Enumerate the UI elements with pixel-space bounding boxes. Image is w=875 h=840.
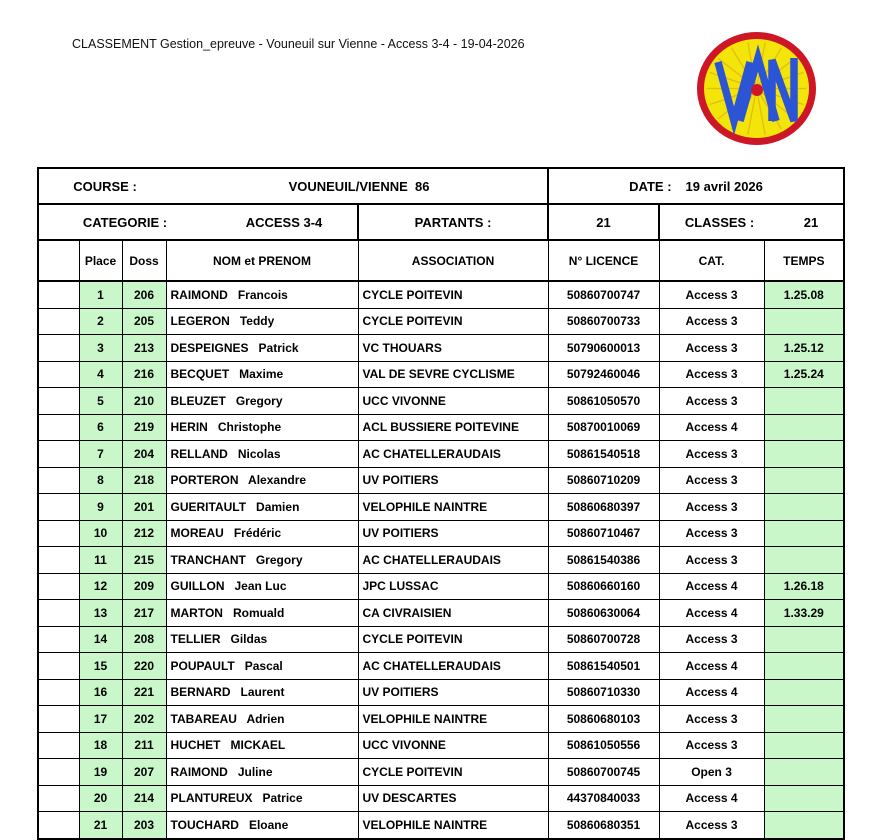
col-header-empty — [38, 240, 79, 281]
cell-doss: 220 — [122, 653, 166, 680]
cell-margin — [38, 520, 79, 547]
cell-temps — [764, 706, 844, 733]
cell-margin — [38, 335, 79, 362]
cell-margin — [38, 308, 79, 335]
cell-place: 17 — [79, 706, 122, 733]
cell-licence: 50861540386 — [548, 547, 659, 574]
cell-margin — [38, 812, 79, 839]
table-row — [38, 785, 844, 812]
table-row — [38, 281, 844, 308]
cell-margin — [38, 626, 79, 653]
classes-value: 21 — [803, 214, 819, 230]
cell-cat: Access 3 — [659, 812, 764, 839]
cell-name: TOUCHARD Eloane — [166, 812, 358, 839]
cell-place: 11 — [79, 547, 122, 574]
table-row — [38, 547, 844, 574]
cell-doss: 208 — [122, 626, 166, 653]
cell-cat: Access 3 — [659, 626, 764, 653]
cell-association: VELOPHILE NAINTRE — [358, 706, 548, 733]
cell-place: 15 — [79, 653, 122, 680]
cell-licence: 50861540501 — [548, 653, 659, 680]
cell-cat: Access 4 — [659, 785, 764, 812]
cell-temps — [764, 494, 844, 521]
cell-temps — [764, 812, 844, 839]
cell-place: 7 — [79, 441, 122, 468]
cell-association: AC CHATELLERAUDAIS — [358, 547, 548, 574]
table-row — [38, 361, 844, 388]
table-row — [38, 335, 844, 362]
cell-name: GUILLON Jean Luc — [166, 573, 358, 600]
cell-temps — [764, 626, 844, 653]
cell-association: UCC VIVONNE — [358, 732, 548, 759]
cell-margin — [38, 281, 79, 308]
table-row — [38, 626, 844, 653]
date-cell — [548, 168, 844, 204]
date-label: DATE : — [629, 178, 672, 194]
results-table — [37, 167, 845, 840]
cell-doss: 204 — [122, 441, 166, 468]
cell-temps — [764, 547, 844, 574]
cell-association: UV POITIERS — [358, 520, 548, 547]
cell-name: POUPAULT Pascal — [166, 653, 358, 680]
cell-margin — [38, 467, 79, 494]
cell-association: UCC VIVONNE — [358, 388, 548, 415]
cell-place: 20 — [79, 785, 122, 812]
date-value: 19 avril 2026 — [685, 178, 763, 194]
cell-name: PLANTUREUX Patrice — [166, 785, 358, 812]
categorie-cell — [38, 204, 358, 240]
cell-place: 6 — [79, 414, 122, 441]
cell-doss: 212 — [122, 520, 166, 547]
cell-doss: 209 — [122, 573, 166, 600]
cell-temps: 1.25.24 — [764, 361, 844, 388]
cell-cat: Access 3 — [659, 361, 764, 388]
cell-doss: 211 — [122, 732, 166, 759]
cell-cat: Access 3 — [659, 706, 764, 733]
col-header-temps: TEMPS — [764, 240, 844, 281]
cell-doss: 218 — [122, 467, 166, 494]
cell-licence: 50860710467 — [548, 520, 659, 547]
cell-association: CYCLE POITEVIN — [358, 759, 548, 786]
cell-place: 18 — [79, 732, 122, 759]
cell-licence: 50860700745 — [548, 759, 659, 786]
cell-margin — [38, 732, 79, 759]
cell-name: GUERITAULT Damien — [166, 494, 358, 521]
table-row — [38, 812, 844, 839]
classes-label: CLASSES : — [684, 214, 755, 230]
cell-association: CA CIVRAISIEN — [358, 600, 548, 627]
cell-licence: 50860700747 — [548, 281, 659, 308]
cell-licence: 50870010069 — [548, 414, 659, 441]
table-row — [38, 494, 844, 521]
categorie-value: ACCESS 3-4 — [245, 214, 323, 230]
cell-margin — [38, 361, 79, 388]
cell-cat: Access 3 — [659, 281, 764, 308]
cell-place: 16 — [79, 679, 122, 706]
cell-association: JPC LUSSAC — [358, 573, 548, 600]
cell-cat: Access 4 — [659, 679, 764, 706]
cell-temps — [764, 759, 844, 786]
page-title: CLASSEMENT Gestion_epreuve - Vouneuil sur Vienne - Access 3-4 - 19-04-2026 — [72, 37, 525, 51]
cell-temps: 1.25.12 — [764, 335, 844, 362]
cell-place: 19 — [79, 759, 122, 786]
cell-cat: Access 3 — [659, 520, 764, 547]
cell-association: CYCLE POITEVIN — [358, 626, 548, 653]
cell-name: BLEUZET Gregory — [166, 388, 358, 415]
table-row — [38, 441, 844, 468]
cell-margin — [38, 785, 79, 812]
col-header-place: Place — [79, 240, 122, 281]
categorie-label: CATEGORIE : — [82, 214, 168, 230]
club-wheel-logo — [697, 32, 817, 146]
cell-doss: 201 — [122, 494, 166, 521]
cell-margin — [38, 547, 79, 574]
cell-association: VAL DE SEVRE CYCLISME — [358, 361, 548, 388]
cell-doss: 215 — [122, 547, 166, 574]
course-label: COURSE : — [73, 178, 137, 194]
column-header-row — [38, 240, 844, 281]
cell-cat: Open 3 — [659, 759, 764, 786]
cell-doss: 216 — [122, 361, 166, 388]
classes-cell — [659, 204, 844, 240]
cell-name: HUCHET MICKAEL — [166, 732, 358, 759]
col-header-doss: Doss — [122, 240, 166, 281]
table-row — [38, 600, 844, 627]
cell-margin — [38, 494, 79, 521]
cell-name: HERIN Christophe — [166, 414, 358, 441]
table-row — [38, 308, 844, 335]
cell-association: UV DESCARTES — [358, 785, 548, 812]
cell-cat: Access 3 — [659, 547, 764, 574]
cell-margin — [38, 414, 79, 441]
cell-association: VC THOUARS — [358, 335, 548, 362]
cell-margin — [38, 573, 79, 600]
cell-cat: Access 3 — [659, 494, 764, 521]
cell-doss: 203 — [122, 812, 166, 839]
cell-licence: 50860710330 — [548, 679, 659, 706]
cell-temps — [764, 520, 844, 547]
cell-licence: 50860700733 — [548, 308, 659, 335]
cell-margin — [38, 388, 79, 415]
cell-temps — [764, 388, 844, 415]
course-value: VOUNEUIL/VIENNE 86 — [288, 178, 430, 194]
cell-cat: Access 3 — [659, 388, 764, 415]
cell-place: 10 — [79, 520, 122, 547]
cell-place: 12 — [79, 573, 122, 600]
partants-value: 21 — [548, 204, 659, 240]
cell-name: TRANCHANT Gregory — [166, 547, 358, 574]
table-row — [38, 706, 844, 733]
cell-temps — [764, 414, 844, 441]
cell-cat: Access 3 — [659, 467, 764, 494]
cell-name: RAIMOND Francois — [166, 281, 358, 308]
cell-place: 1 — [79, 281, 122, 308]
cell-temps — [764, 679, 844, 706]
cell-margin — [38, 441, 79, 468]
cell-cat: Access 4 — [659, 653, 764, 680]
cell-licence: 50861050556 — [548, 732, 659, 759]
table-row — [38, 679, 844, 706]
cell-place: 9 — [79, 494, 122, 521]
cell-licence: 50792460046 — [548, 361, 659, 388]
cell-association: VELOPHILE NAINTRE — [358, 812, 548, 839]
cell-licence: 50860700728 — [548, 626, 659, 653]
cell-margin — [38, 706, 79, 733]
cell-doss: 214 — [122, 785, 166, 812]
cell-place: 13 — [79, 600, 122, 627]
cell-name: MOREAU Frédéric — [166, 520, 358, 547]
cell-doss: 206 — [122, 281, 166, 308]
partants-label: PARTANTS : — [358, 204, 548, 240]
cell-doss: 221 — [122, 679, 166, 706]
cell-temps: 1.26.18 — [764, 573, 844, 600]
cell-name: BERNARD Laurent — [166, 679, 358, 706]
wheel-hub — [751, 84, 763, 96]
cell-association: AC CHATELLERAUDAIS — [358, 441, 548, 468]
cell-temps: 1.25.08 — [764, 281, 844, 308]
col-header-association: ASSOCIATION — [358, 240, 548, 281]
cell-name: MARTON Romuald — [166, 600, 358, 627]
cell-name: TABAREAU Adrien — [166, 706, 358, 733]
cell-name: TELLIER Gildas — [166, 626, 358, 653]
cell-place: 8 — [79, 467, 122, 494]
col-header-nom: NOM et PRENOM — [166, 240, 358, 281]
table-row — [38, 467, 844, 494]
cell-doss: 219 — [122, 414, 166, 441]
cell-place: 3 — [79, 335, 122, 362]
cell-association: AC CHATELLERAUDAIS — [358, 653, 548, 680]
cell-licence: 50861540518 — [548, 441, 659, 468]
cell-temps — [764, 732, 844, 759]
cell-cat: Access 3 — [659, 335, 764, 362]
cell-cat: Access 4 — [659, 414, 764, 441]
cell-name: RAIMOND Juline — [166, 759, 358, 786]
cell-licence: 50790600013 — [548, 335, 659, 362]
table-row — [38, 732, 844, 759]
cell-margin — [38, 653, 79, 680]
cell-doss: 205 — [122, 308, 166, 335]
cell-association: UV POITIERS — [358, 679, 548, 706]
cell-doss: 213 — [122, 335, 166, 362]
cell-association: VELOPHILE NAINTRE — [358, 494, 548, 521]
cell-margin — [38, 759, 79, 786]
cell-licence: 50860680351 — [548, 812, 659, 839]
cell-licence: 50860680397 — [548, 494, 659, 521]
cell-licence: 50861050570 — [548, 388, 659, 415]
cell-cat: Access 4 — [659, 600, 764, 627]
course-cell — [38, 168, 548, 204]
cell-temps — [764, 308, 844, 335]
cell-licence: 44370840033 — [548, 785, 659, 812]
col-header-cat: CAT. — [659, 240, 764, 281]
col-header-licence: N° LICENCE — [548, 240, 659, 281]
cell-margin — [38, 679, 79, 706]
cell-temps — [764, 653, 844, 680]
table-row — [38, 759, 844, 786]
course-row — [38, 168, 844, 204]
cell-doss: 217 — [122, 600, 166, 627]
cell-margin — [38, 600, 79, 627]
table-row — [38, 520, 844, 547]
cell-name: PORTERON Alexandre — [166, 467, 358, 494]
cell-temps: 1.33.29 — [764, 600, 844, 627]
cell-temps — [764, 785, 844, 812]
table-row — [38, 414, 844, 441]
cell-cat: Access 3 — [659, 441, 764, 468]
category-row — [38, 204, 844, 240]
cell-doss: 210 — [122, 388, 166, 415]
cell-doss: 207 — [122, 759, 166, 786]
cell-place: 5 — [79, 388, 122, 415]
cell-cat: Access 3 — [659, 732, 764, 759]
cell-licence: 50860710209 — [548, 467, 659, 494]
cell-association: CYCLE POITEVIN — [358, 281, 548, 308]
cell-association: UV POITIERS — [358, 467, 548, 494]
cell-temps — [764, 441, 844, 468]
cell-cat: Access 3 — [659, 308, 764, 335]
cell-name: BECQUET Maxime — [166, 361, 358, 388]
cell-association: CYCLE POITEVIN — [358, 308, 548, 335]
cell-licence: 50860680103 — [548, 706, 659, 733]
cell-place: 14 — [79, 626, 122, 653]
table-row — [38, 573, 844, 600]
table-body — [38, 281, 844, 839]
cell-cat: Access 4 — [659, 573, 764, 600]
cell-place: 2 — [79, 308, 122, 335]
cell-place: 21 — [79, 812, 122, 839]
table-row — [38, 388, 844, 415]
cell-name: DESPEIGNES Patrick — [166, 335, 358, 362]
cell-association: ACL BUSSIERE POITEVINE — [358, 414, 548, 441]
cell-name: RELLAND Nicolas — [166, 441, 358, 468]
cell-place: 4 — [79, 361, 122, 388]
cell-name: LEGERON Teddy — [166, 308, 358, 335]
cell-doss: 202 — [122, 706, 166, 733]
table-row — [38, 653, 844, 680]
cell-temps — [764, 467, 844, 494]
cell-licence: 50860630064 — [548, 600, 659, 627]
cell-licence: 50860660160 — [548, 573, 659, 600]
